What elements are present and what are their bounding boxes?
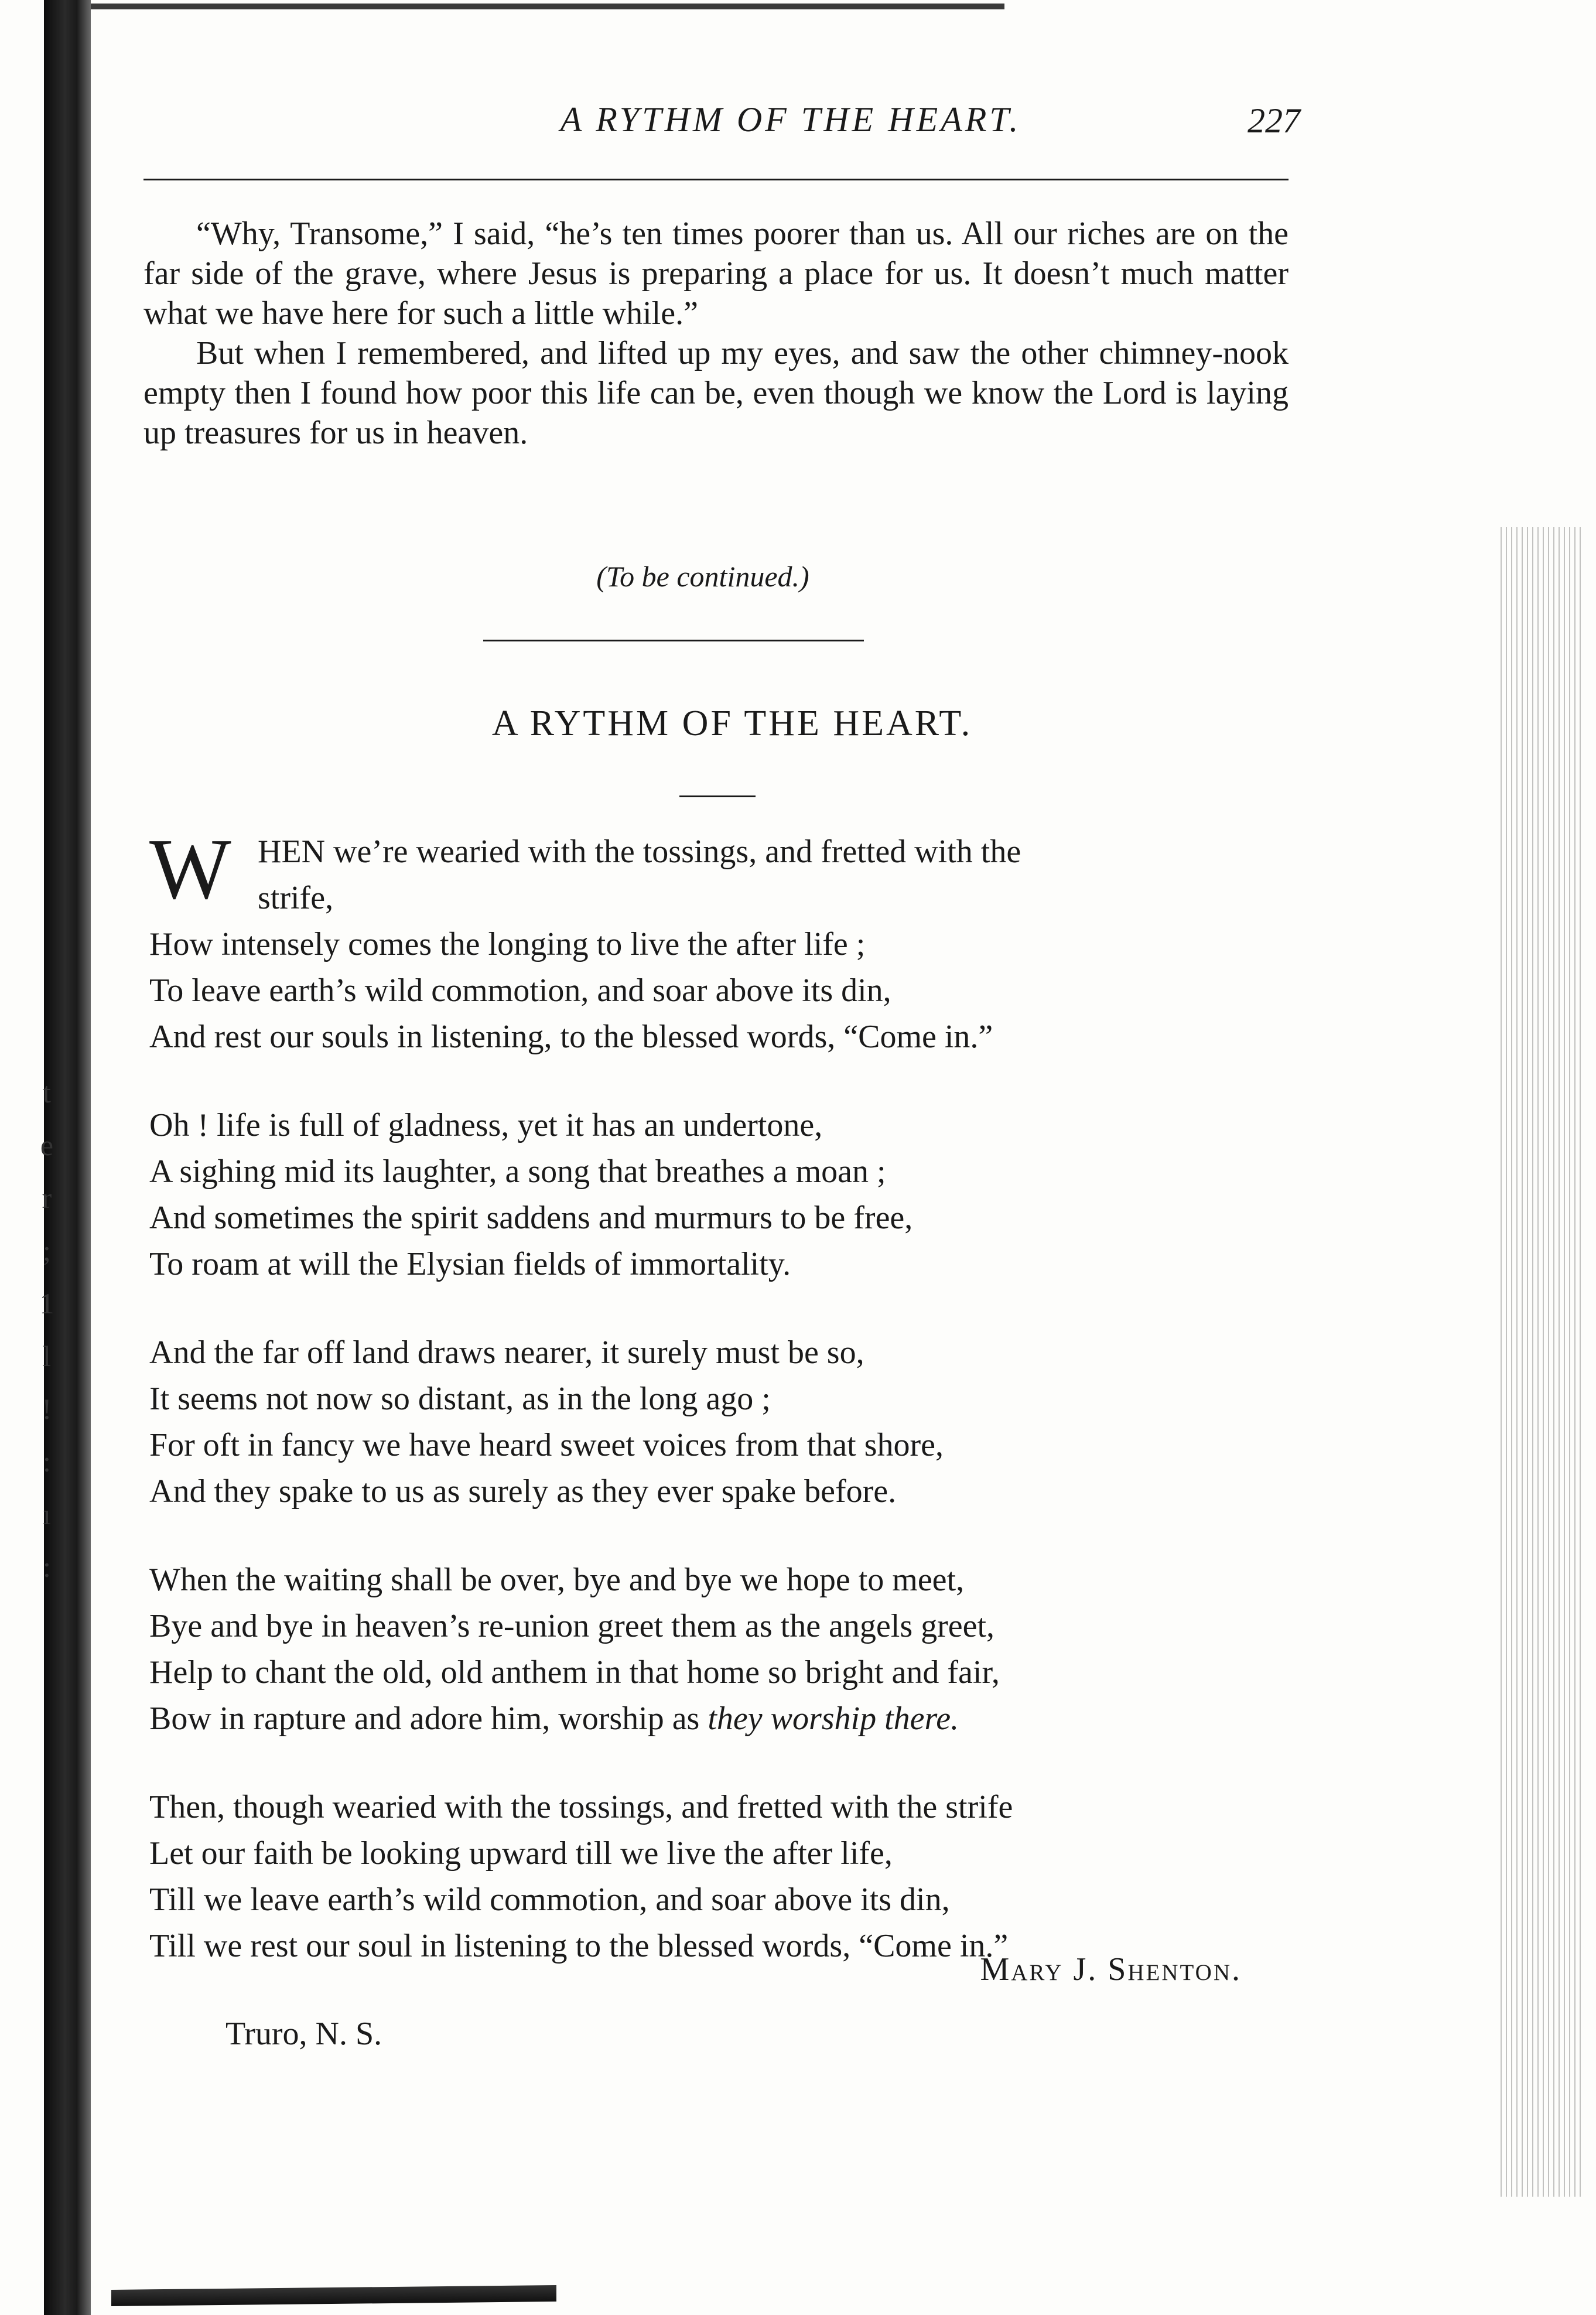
poem-line-runover: strife, bbox=[258, 880, 334, 916]
poem-line-text: Bow in rapture and adore him, worship as bbox=[149, 1701, 708, 1737]
story-conclusion bbox=[143, 214, 1289, 453]
poem-line: For oft in fancy we have heard sweet voices from that shore, bbox=[149, 1427, 944, 1463]
poem-line: How intensely comes the longing to live the after life ; bbox=[149, 926, 866, 962]
header-rule bbox=[143, 179, 1289, 180]
poem-line: A sighing mid its laughter, a song that breathes a moan ; bbox=[149, 1153, 886, 1190]
poem-stanza bbox=[149, 1102, 1321, 1288]
prose-paragraph: “Why, Transome,” I said, “he’s ten times poorer than us. All our riches are on the far side of the grave, where Jesus is preparing a place for us. It doesn’t much matter what we have here for such a little while.” bbox=[143, 216, 1289, 332]
margin-mark: l bbox=[43, 1340, 51, 1372]
poem-title: A RYTHM OF THE HEART. bbox=[491, 704, 973, 743]
poem-line: Then, though wearied with the tossings, and fretted with the strife bbox=[149, 1789, 1013, 1825]
poem-line: Bye and bye in heaven’s re-union greet them as the angels greet, bbox=[149, 1608, 995, 1644]
poem-line: Till we rest our soul in listening to the blessed words, “Come in.” bbox=[149, 1928, 1009, 1964]
margin-mark: e bbox=[40, 1129, 54, 1162]
poem-body bbox=[149, 821, 1321, 2012]
margin-mark: 1 bbox=[39, 1287, 54, 1320]
poem-line: Let our faith be looking upward till we live the after life, bbox=[149, 1835, 893, 1872]
margin-mark: t bbox=[43, 1076, 51, 1109]
poem-line: And the far off land draws nearer, it surely must be so, bbox=[149, 1334, 864, 1371]
poem-line bbox=[149, 1696, 1321, 1742]
poem-line: HEN we’re wearied with the tossings, and fretted with the bbox=[258, 834, 1021, 870]
title-rule bbox=[679, 795, 756, 797]
poem-stanza bbox=[149, 1784, 1321, 1969]
poem-line: When the waiting shall be over, bye and bye we hope to meet, bbox=[149, 1562, 965, 1598]
poem-line: To leave earth’s wild commotion, and soar above its din, bbox=[149, 972, 891, 1009]
poem-line: Oh ! life is full of gladness, yet it has an undertone, bbox=[149, 1107, 823, 1143]
margin-mark: : bbox=[43, 1445, 51, 1478]
bottom-binding-shadow bbox=[111, 2285, 556, 2306]
prose-paragraph: But when I remembered, and lifted up my eyes, and saw the other chimney-nook empty then I found how poor this life can be, even though we know the Lord is laying up treasures for us in heaven. bbox=[143, 335, 1289, 451]
margin-mark: r bbox=[42, 1182, 52, 1214]
poem-line: Help to chant the old, old anthem in that home so bright and fair, bbox=[149, 1654, 1000, 1691]
drop-cap: W bbox=[149, 821, 231, 917]
page-number: 227 bbox=[1248, 101, 1300, 140]
poem-stanza bbox=[149, 1557, 1321, 1742]
section-separator bbox=[483, 640, 864, 641]
left-margin-fragments bbox=[26, 1066, 67, 1593]
top-edge-rule bbox=[91, 4, 1004, 9]
poem-line: And sometimes the spirit saddens and murmurs to be free, bbox=[149, 1200, 913, 1236]
author-signature: Mary J. Shenton. bbox=[980, 1951, 1242, 1988]
margin-mark: ; bbox=[43, 1234, 51, 1267]
continued-note: (To be continued.) bbox=[596, 560, 809, 593]
right-margin-bleed bbox=[1496, 527, 1584, 2197]
author-place: Truro, N. S. bbox=[225, 2016, 382, 2052]
margin-mark: : bbox=[43, 1551, 51, 1583]
poem-stanza bbox=[149, 821, 1321, 1060]
poem-line: And rest our souls in listening, to the blessed words, “Come in.” bbox=[149, 1019, 993, 1055]
margin-mark: ı bbox=[43, 1498, 51, 1531]
margin-mark: ! bbox=[42, 1392, 52, 1425]
running-title: A RYTHM OF THE HEART. bbox=[560, 100, 1021, 139]
poem-line: It seems not now so distant, as in the long ago ; bbox=[149, 1381, 771, 1417]
poem-line-italic: they worship there. bbox=[708, 1701, 959, 1737]
poem-line: To roam at will the Elysian fields of immortality. bbox=[149, 1246, 791, 1282]
poem-line: And they spake to us as surely as they ever spake before. bbox=[149, 1473, 897, 1510]
poem-stanza bbox=[149, 1330, 1321, 1515]
poem-line: Till we leave earth’s wild commotion, and soar above its din, bbox=[149, 1882, 950, 1918]
